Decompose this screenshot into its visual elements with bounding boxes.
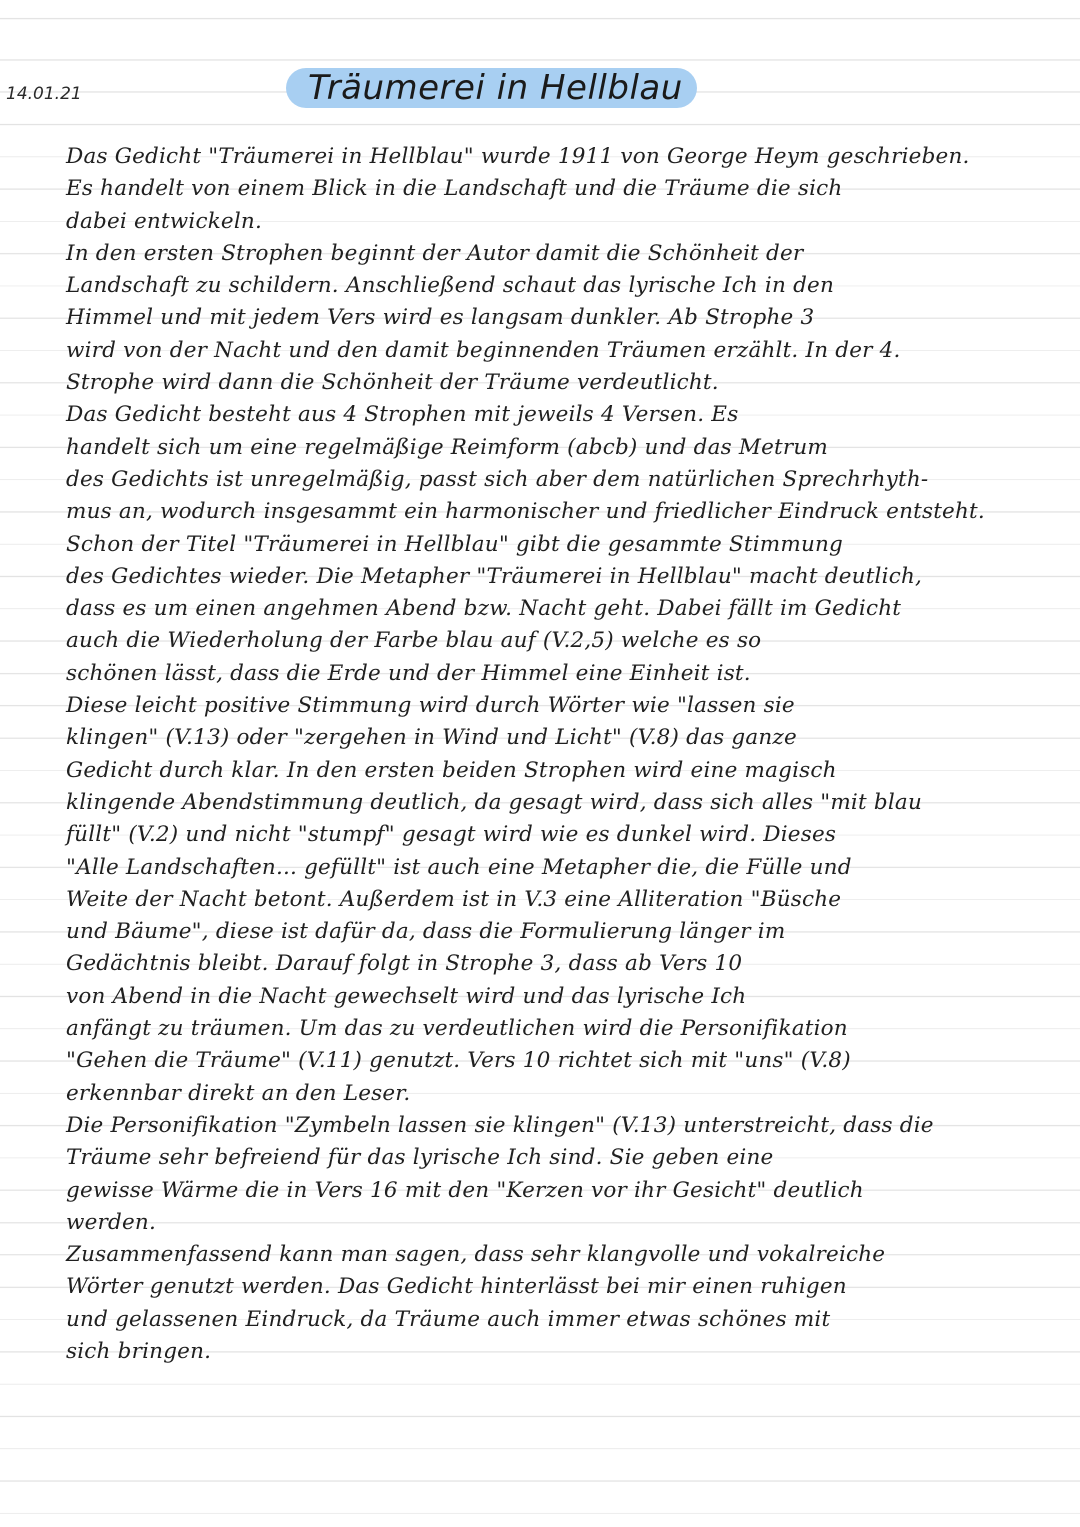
text-line: In den ersten Strophen beginnt der Autor damit die Schönheit der <box>66 240 804 266</box>
text-line: Träume sehr befreiend für das lyrische Ich sind. Sie geben eine <box>66 1145 774 1171</box>
text-line: Schon der Titel "Träumerei in Hellblau" gibt die gesammte Stimmung <box>66 531 843 557</box>
text-line: Strophe wird dann die Schönheit der Träume verdeutlicht. <box>66 370 719 396</box>
text-line: Wörter genutzt werden. Das Gedicht hinterlässt bei mir einen ruhigen <box>66 1274 847 1300</box>
text-line: werden. <box>66 1209 156 1235</box>
page-title: Träumerei in Hellblau <box>286 68 697 108</box>
text-line: sich bringen. <box>66 1338 212 1364</box>
text-line: erkennbar direkt an den Leser. <box>66 1080 411 1106</box>
text-line: dabei entwickeln. <box>66 208 263 234</box>
text-line: des Gedichts ist unregelmäßig, passt sich aber dem natürlichen Sprechrhyth- <box>66 466 929 492</box>
text-line: klingen" (V.13) oder "zergehen in Wind und Licht" (V.8) das ganze <box>66 725 797 751</box>
text-line: Himmel und mit jedem Vers wird es langsam dunkler. Ab Strophe 3 <box>66 305 815 331</box>
text-line: Gedicht durch klar. In den ersten beiden Strophen wird eine magisch <box>66 757 837 783</box>
text-line: Zusammenfassend kann man sagen, dass sehr klangvolle und vokalreiche <box>66 1242 886 1268</box>
text-line: anfängt zu träumen. Um das zu verdeutlichen wird die Personifikation <box>66 1016 848 1042</box>
text-line: dass es um einen angehmen Abend bzw. Nacht geht. Dabei fällt im Gedicht <box>66 596 902 622</box>
text-line: Es handelt von einem Blick in die Landschaft und die Träume die sich <box>66 176 843 202</box>
text-line: Das Gedicht besteht aus 4 Strophen mit jeweils 4 Versen. Es <box>66 402 739 428</box>
text-line: Das Gedicht "Träumerei in Hellblau" wurde 1911 von George Heym geschrieben. <box>66 144 970 169</box>
text-line: "Alle Landschaften... gefüllt" ist auch eine Metapher die, die Fülle und <box>66 854 852 880</box>
text-line: von Abend in die Nacht gewechselt wird und das lyrische Ich <box>66 983 747 1009</box>
text-line: und Bäume", diese ist dafür da, dass die Formulierung länger im <box>66 919 786 945</box>
text-line: Diese leicht positive Stimmung wird durch Wörter wie "lassen sie <box>66 693 795 719</box>
text-line: wird von der Nacht und den damit beginnenden Träumen erzählt. In der 4. <box>66 337 901 363</box>
text-line: und gelassenen Eindruck, da Träume auch immer etwas schönes mit <box>66 1306 831 1332</box>
date-label: 14.01.21 <box>6 84 82 104</box>
text-line: füllt" (V.2) und nicht "stumpf" gesagt wird wie es dunkel wird. Dieses <box>66 822 837 848</box>
text-line: gewisse Wärme die in Vers 16 mit den "Kerzen vor ihr Gesicht" deutlich <box>66 1177 864 1203</box>
text-line: klingende Abendstimmung deutlich, da gesagt wird, dass sich alles "mit blau <box>66 789 922 815</box>
text-line: Die Personifikation "Zymbeln lassen sie klingen" (V.13) unterstreicht, dass die <box>66 1112 934 1138</box>
text-line: mus an, wodurch insgesammt ein harmonischer und friedlicher Eindruck entsteht. <box>66 499 985 525</box>
text-line: Gedächtnis bleibt. Darauf folgt in Strophe 3, dass ab Vers 10 <box>66 951 743 977</box>
text-line: Weite der Nacht betont. Außerdem ist in V.3 eine Alliteration "Büsche <box>66 886 842 912</box>
essay-text <box>66 141 1056 1368</box>
text-line: "Gehen die Träume" (V.11) genutzt. Vers 10 richtet sich mit "uns" (V.8) <box>66 1048 851 1074</box>
text-line: des Gedichtes wieder. Die Metapher "Träumerei in Hellblau" macht deutlich, <box>66 563 923 589</box>
text-line: schönen lässt, dass die Erde und der Himmel eine Einheit ist. <box>66 660 751 686</box>
text-line: auch die Wiederholung der Farbe blau auf (V.2,5) welche es so <box>66 628 762 654</box>
text-line: handelt sich um eine regelmäßige Reimform (abcb) und das Metrum <box>66 434 828 460</box>
text-line: Landschaft zu schildern. Anschließend schaut das lyrische Ich in den <box>66 273 835 299</box>
